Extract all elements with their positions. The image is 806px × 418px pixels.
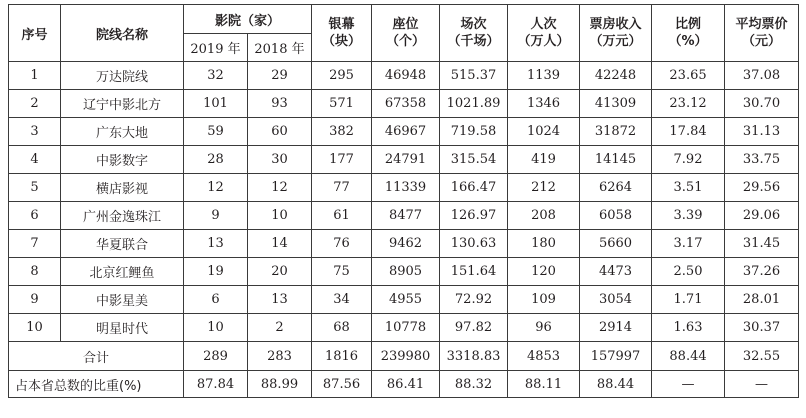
cell-cinemas-2019: 19: [184, 258, 248, 286]
share-audience: 88.11: [508, 371, 580, 398]
share-label: 占本省总数的比重(%): [9, 371, 184, 398]
share-cinemas-2019: 87.84: [184, 371, 248, 398]
cell-cinemas-2018: 10: [248, 202, 312, 230]
header-sessions-unit: （千场）: [447, 34, 500, 49]
share-cinemas-2018: 88.99: [248, 371, 312, 398]
total-audience: 4853: [508, 342, 580, 371]
share-sessions: 88.32: [440, 371, 508, 398]
cell-cinemas-2019: 12: [184, 174, 248, 202]
header-year-2019: 2019 年: [184, 34, 248, 62]
header-seats: [372, 5, 440, 62]
cell-no: 1: [9, 62, 61, 90]
header-screens: [312, 5, 372, 62]
cell-cinemas-2019: 32: [184, 62, 248, 90]
cell-cinemas-2018: 12: [248, 174, 312, 202]
share-row: [9, 371, 799, 398]
cell-cinemas-2019: 10: [184, 314, 248, 342]
cell-cinemas-2018: 13: [248, 286, 312, 314]
cell-box-office: 6264: [580, 174, 652, 202]
cell-avg-price: 33.75: [725, 146, 799, 174]
cell-seats: 24791: [372, 146, 440, 174]
cell-no: 10: [9, 314, 61, 342]
cell-box-office: 6058: [580, 202, 652, 230]
table-row: [9, 258, 799, 286]
header-screens-title: 银幕: [328, 17, 355, 32]
cell-seats: 8905: [372, 258, 440, 286]
cell-audience: 208: [508, 202, 580, 230]
cell-screens: 61: [312, 202, 372, 230]
table-row: [9, 174, 799, 202]
cell-avg-price: 30.37: [725, 314, 799, 342]
cell-ratio: 3.17: [652, 230, 725, 258]
table-row: [9, 202, 799, 230]
header-cinemas: 影院（家）: [184, 5, 312, 34]
cell-ratio: 1.71: [652, 286, 725, 314]
cell-box-office: 41309: [580, 90, 652, 118]
cell-cinemas-2019: 9: [184, 202, 248, 230]
table-body: [9, 62, 799, 398]
cell-sessions: 1021.89: [440, 90, 508, 118]
total-screens: 1816: [312, 342, 372, 371]
header-audience: [508, 5, 580, 62]
table-row: [9, 90, 799, 118]
header-sessions: [440, 5, 508, 62]
cell-avg-price: 31.13: [725, 118, 799, 146]
header-avg-price-title: 平均票价: [735, 17, 788, 32]
cell-screens: 177: [312, 146, 372, 174]
cell-sessions: 719.58: [440, 118, 508, 146]
cell-seats: 46967: [372, 118, 440, 146]
header-seats-title: 座位: [392, 17, 419, 32]
cell-sessions: 315.54: [440, 146, 508, 174]
cell-screens: 76: [312, 230, 372, 258]
header-audience-title: 人次: [530, 17, 557, 32]
cell-ratio: 23.65: [652, 62, 725, 90]
cell-no: 7: [9, 230, 61, 258]
share-box-office: 88.44: [580, 371, 652, 398]
cell-audience: 1346: [508, 90, 580, 118]
cell-avg-price: 29.06: [725, 202, 799, 230]
total-cinemas-2019: 289: [184, 342, 248, 371]
cell-seats: 10778: [372, 314, 440, 342]
cell-audience: 419: [508, 146, 580, 174]
total-sessions: 3318.83: [440, 342, 508, 371]
cell-screens: 68: [312, 314, 372, 342]
cell-box-office: 4473: [580, 258, 652, 286]
header-box-office-unit: （万元）: [589, 34, 642, 49]
total-row: [9, 342, 799, 371]
cell-cinemas-2018: 29: [248, 62, 312, 90]
header-box-office-title: 票房收入: [589, 17, 642, 32]
cell-seats: 8477: [372, 202, 440, 230]
cell-screens: 77: [312, 174, 372, 202]
cell-circuit-name: 中影数字: [61, 146, 184, 174]
cell-seats: 67358: [372, 90, 440, 118]
cell-audience: 96: [508, 314, 580, 342]
cell-sessions: 515.37: [440, 62, 508, 90]
total-avg-price: 32.55: [725, 342, 799, 371]
cell-ratio: 23.12: [652, 90, 725, 118]
cell-sessions: 151.64: [440, 258, 508, 286]
header-no: 序号: [9, 5, 61, 62]
cell-audience: 212: [508, 174, 580, 202]
cell-cinemas-2019: 6: [184, 286, 248, 314]
cell-sessions: 130.63: [440, 230, 508, 258]
cell-box-office: 5660: [580, 230, 652, 258]
cell-ratio: 7.92: [652, 146, 725, 174]
share-seats: 86.41: [372, 371, 440, 398]
header-ratio: [652, 5, 725, 62]
cell-circuit-name: 广州金逸珠江: [61, 202, 184, 230]
cell-no: 4: [9, 146, 61, 174]
total-cinemas-2018: 283: [248, 342, 312, 371]
total-ratio: 88.44: [652, 342, 725, 371]
cell-circuit-name: 北京红鲤鱼: [61, 258, 184, 286]
cell-box-office: 14145: [580, 146, 652, 174]
share-ratio: —: [652, 371, 725, 398]
cell-cinemas-2018: 60: [248, 118, 312, 146]
cell-cinemas-2018: 93: [248, 90, 312, 118]
cell-circuit-name: 广东大地: [61, 118, 184, 146]
cell-audience: 120: [508, 258, 580, 286]
cell-ratio: 2.50: [652, 258, 725, 286]
cell-ratio: 3.39: [652, 202, 725, 230]
cell-sessions: 72.92: [440, 286, 508, 314]
cell-no: 6: [9, 202, 61, 230]
header-seats-unit: （个）: [386, 34, 426, 49]
header-year-2018: 2018 年: [248, 34, 312, 62]
cell-audience: 1139: [508, 62, 580, 90]
cell-ratio: 3.51: [652, 174, 725, 202]
cell-screens: 571: [312, 90, 372, 118]
cell-circuit-name: 万达院线: [61, 62, 184, 90]
cell-box-office: 42248: [580, 62, 652, 90]
table-row: [9, 146, 799, 174]
cell-avg-price: 31.45: [725, 230, 799, 258]
cell-sessions: 97.82: [440, 314, 508, 342]
cell-cinemas-2018: 30: [248, 146, 312, 174]
header-box-office: [580, 5, 652, 62]
cell-cinemas-2019: 101: [184, 90, 248, 118]
header-avg-price-unit: （元）: [742, 34, 782, 49]
header-row-1: [9, 5, 799, 34]
cell-no: 5: [9, 174, 61, 202]
cinema-circuit-table: [8, 4, 799, 398]
cell-cinemas-2019: 59: [184, 118, 248, 146]
cell-seats: 46948: [372, 62, 440, 90]
cell-no: 3: [9, 118, 61, 146]
cell-cinemas-2018: 2: [248, 314, 312, 342]
cell-seats: 11339: [372, 174, 440, 202]
cell-no: 8: [9, 258, 61, 286]
cell-circuit-name: 明星时代: [61, 314, 184, 342]
cell-circuit-name: 辽宁中影北方: [61, 90, 184, 118]
cell-box-office: 3054: [580, 286, 652, 314]
table-row: [9, 286, 799, 314]
cell-box-office: 31872: [580, 118, 652, 146]
cell-ratio: 1.63: [652, 314, 725, 342]
cell-avg-price: 37.26: [725, 258, 799, 286]
cell-no: 9: [9, 286, 61, 314]
cell-seats: 4955: [372, 286, 440, 314]
cell-cinemas-2019: 13: [184, 230, 248, 258]
header-avg-price: [725, 5, 799, 62]
cell-audience: 1024: [508, 118, 580, 146]
cell-cinemas-2019: 28: [184, 146, 248, 174]
header-screens-unit: （块）: [322, 34, 362, 49]
header-name: 院线名称: [61, 5, 184, 62]
total-box-office: 157997: [580, 342, 652, 371]
cell-screens: 34: [312, 286, 372, 314]
table-row: [9, 62, 799, 90]
header-sessions-title: 场次: [460, 17, 487, 32]
share-avg-price: —: [725, 371, 799, 398]
cell-cinemas-2018: 14: [248, 230, 312, 258]
cell-circuit-name: 中影星美: [61, 286, 184, 314]
cell-audience: 180: [508, 230, 580, 258]
total-seats: 239980: [372, 342, 440, 371]
share-screens: 87.56: [312, 371, 372, 398]
header-audience-unit: （万人）: [517, 34, 570, 49]
cell-audience: 109: [508, 286, 580, 314]
cell-screens: 295: [312, 62, 372, 90]
cell-avg-price: 30.70: [725, 90, 799, 118]
cell-cinemas-2018: 20: [248, 258, 312, 286]
cell-sessions: 166.47: [440, 174, 508, 202]
cell-circuit-name: 华夏联合: [61, 230, 184, 258]
cell-screens: 382: [312, 118, 372, 146]
table-row: [9, 314, 799, 342]
cell-seats: 9462: [372, 230, 440, 258]
cell-circuit-name: 横店影视: [61, 174, 184, 202]
table-row: [9, 118, 799, 146]
cell-avg-price: 28.01: [725, 286, 799, 314]
cell-avg-price: 29.56: [725, 174, 799, 202]
total-label: 合计: [9, 342, 184, 371]
cell-ratio: 17.84: [652, 118, 725, 146]
cell-sessions: 126.97: [440, 202, 508, 230]
cell-screens: 75: [312, 258, 372, 286]
header-ratio-unit: （%）: [668, 34, 708, 49]
cell-no: 2: [9, 90, 61, 118]
header-ratio-title: 比例: [675, 17, 702, 32]
cell-avg-price: 37.08: [725, 62, 799, 90]
table-row: [9, 230, 799, 258]
cell-box-office: 2914: [580, 314, 652, 342]
